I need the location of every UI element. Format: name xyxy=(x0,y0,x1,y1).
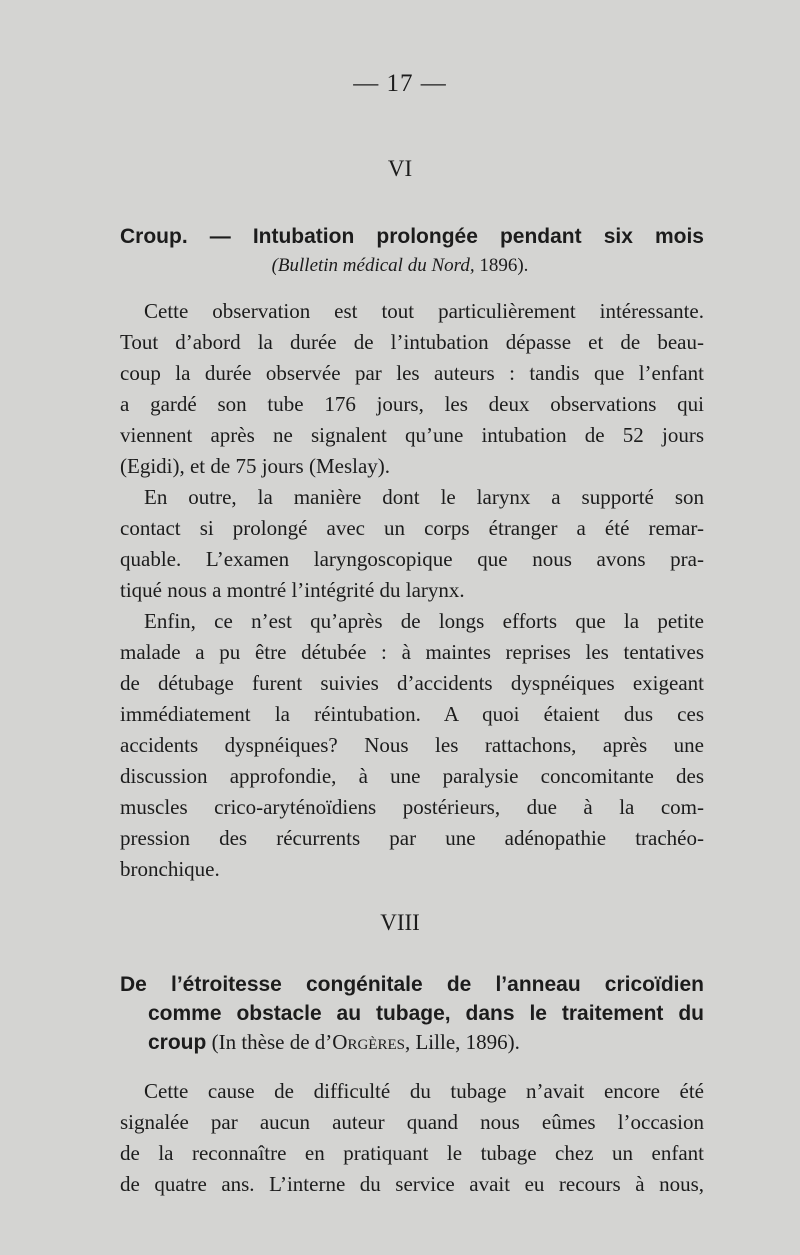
text-line: discussion approfondie, à une paralysie concomitante des xyxy=(120,764,704,788)
text-line: accidents dyspnéiques? Nous les rattachons, après une xyxy=(120,733,704,757)
paragraph xyxy=(120,606,704,885)
text-line: de quatre ans. L’interne du service avait eu recours à nous, xyxy=(120,1172,704,1196)
page-number: — 17 — xyxy=(353,70,447,97)
citation-journal: (Bulletin médical du Nord, xyxy=(271,255,475,276)
text-line: signalée par aucun auteur quand nous eûmes l’occasion xyxy=(120,1110,704,1134)
paragraph xyxy=(120,482,704,606)
title-source xyxy=(206,1030,520,1054)
text-line: Enfin, ce n’est qu’après de longs efforts que la petite xyxy=(144,609,704,633)
text-line: a gardé son tube 176 jours, les deux observations qui xyxy=(120,392,704,416)
text-line: pression des récurrents par une adénopathie trachéo- xyxy=(120,826,704,850)
section-numeral-vi: VI xyxy=(387,156,413,181)
title-line: De l’étroitesse congénitale de l’anneau cricoïdien xyxy=(120,973,704,996)
text-line: tiqué nous a montré l’intégrité du larynx. xyxy=(120,578,465,602)
title-source-prefix: (In thèse de d’ xyxy=(206,1030,333,1054)
text-line: de la reconnaître en pratiquant le tubage chez un enfant xyxy=(120,1141,704,1165)
title-line-last xyxy=(120,1028,704,1057)
text-line: Tout d’abord la durée de l’intubation dépasse et de beau- xyxy=(120,330,704,354)
paragraph xyxy=(120,1076,704,1200)
text-line: quable. L’examen laryngoscopique que nous avons pra- xyxy=(120,547,704,571)
text-line: Cette observation est tout particulièrement intéressante. xyxy=(144,299,704,323)
text-line: bronchique. xyxy=(120,857,220,881)
text-line: de détubage furent suivies d’accidents dyspnéiques exigeant xyxy=(120,671,704,695)
title-line: comme obstacle au tubage, dans le traitement du xyxy=(148,1002,704,1025)
text-line: coup la durée observée par les auteurs : tandis que l’enfant xyxy=(120,361,704,385)
citation-year: 1896). xyxy=(474,255,529,276)
section-vi-body xyxy=(120,296,704,885)
title-text: croup xyxy=(148,1031,207,1054)
title-source-suffix: , Lille, 1896). xyxy=(404,1030,520,1054)
text-line: Cette cause de difficulté du tubage n’avait encore été xyxy=(144,1079,704,1103)
text-line: (Egidi), et de 75 jours (Meslay). xyxy=(120,454,391,478)
paragraph xyxy=(120,296,704,482)
section-viii-title xyxy=(120,970,704,1057)
text-line: viennent après ne signalent qu’une intubation de 52 jours xyxy=(120,423,704,447)
title-source-author: Orgères xyxy=(332,1030,405,1054)
text-line: malade a pu être détubée : à maintes reprises les tentatives xyxy=(120,640,704,664)
title-line: Croup. — Intubation prolongée pendant six mois xyxy=(120,225,704,248)
section-vi-title xyxy=(120,222,704,251)
text-line: En outre, la manière dont le larynx a supporté son xyxy=(144,485,704,509)
section-viii-body xyxy=(120,1076,704,1200)
text-line: immédiatement la réintubation. A quoi étaient dus ces xyxy=(120,702,704,726)
text-line: muscles crico-aryténoïdiens postérieurs, due à la com- xyxy=(120,795,704,819)
section-numeral-viii: VIII xyxy=(380,910,420,935)
text-line: contact si prolongé avec un corps étranger a été remar- xyxy=(120,516,704,540)
section-vi-citation xyxy=(0,255,800,277)
